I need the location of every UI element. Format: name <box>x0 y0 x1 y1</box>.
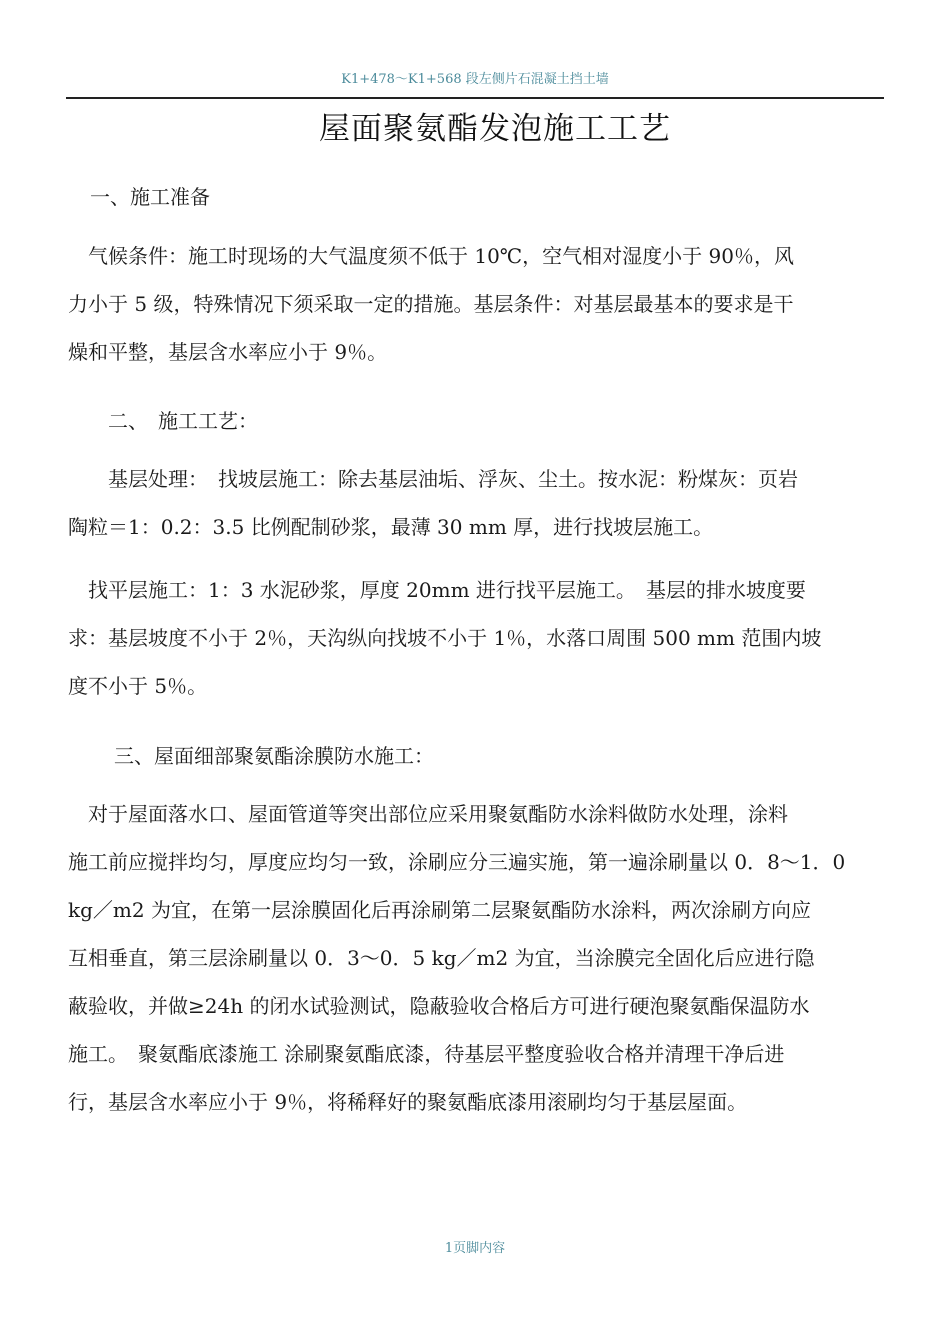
paragraph-climate-conditions <box>68 232 884 376</box>
page-header: K1+478～K1+568 段左侧片石混凝土挡土墙 <box>341 72 609 87</box>
document-title: 屋面聚氨酯发泡施工工艺 <box>319 111 671 147</box>
paragraph-line: 气候条件：施工时现场的大气温度须不低于 10℃，空气相对湿度小于 90％，风 <box>68 244 794 268</box>
section-heading-3: 三、屋面细部聚氨酯涂膜防水施工： <box>114 744 434 768</box>
paragraph-line: 度不小于 5％。 <box>68 674 208 698</box>
paragraph-line: 蔽验收，并做≥24h 的闭水试验测试，隐蔽验收合格后方可进行硬泡聚氨酯保温防水 <box>68 994 810 1018</box>
page-footer: 1页脚内容 <box>444 1241 506 1256</box>
paragraph-line: 施工前应搅拌均匀，厚度应均匀一致，涂刷应分三遍实施，第一遍涂刷量以 0．8～1．0 <box>68 850 846 874</box>
paragraph-base-treatment <box>68 455 884 551</box>
header-divider <box>66 97 884 99</box>
paragraph-line: 施工。 聚氨酯底漆施工 涂刷聚氨酯底漆，待基层平整度验收合格并清理干净后进 <box>68 1042 785 1066</box>
paragraph-line: 求：基层坡度不小于 2％，天沟纵向找坡不小于 1％，水落口周围 500 mm 范围内坡 <box>68 626 822 650</box>
paragraph-line: 力小于 5 级，特殊情况下须采取一定的措施。基层条件：对基层最基本的要求是干 <box>68 292 794 316</box>
paragraph-line: 陶粒＝1：0.2：3.5 比例配制砂浆，最薄 30 mm 厚，进行找坡层施工。 <box>68 515 714 539</box>
paragraph-line: 燥和平整，基层含水率应小于 9％。 <box>68 340 388 364</box>
paragraph-line: 对于屋面落水口、屋面管道等突出部位应采用聚氨酯防水涂料做防水处理，涂料 <box>68 802 788 826</box>
paragraph-line: 互相垂直，第三层涂刷量以 0．3～0．5 kg／m2 为宜，当涂膜完全固化后应进行隐 <box>68 946 815 970</box>
paragraph-line: 基层处理： 找坡层施工：除去基层油垢、浮灰、尘土。按水泥：粉煤灰：页岩 <box>68 467 798 491</box>
paragraph-line: 行，基层含水率应小于 9％，将稀释好的聚氨酯底漆用滚刷均匀于基层屋面。 <box>68 1090 748 1114</box>
paragraph-leveling-layer <box>68 566 884 710</box>
section-heading-1: 一、施工准备 <box>90 185 210 209</box>
paragraph-waterproofing <box>68 790 884 1126</box>
section-heading-2: 二、 施工工艺： <box>108 409 258 433</box>
paragraph-line: kg／m2 为宜，在第一层涂膜固化后再涂刷第二层聚氨酯防水涂料，两次涂刷方向应 <box>68 898 811 922</box>
paragraph-line: 找平层施工：1：3 水泥砂浆，厚度 20mm 进行找平层施工。 基层的排水坡度要 <box>68 578 806 602</box>
